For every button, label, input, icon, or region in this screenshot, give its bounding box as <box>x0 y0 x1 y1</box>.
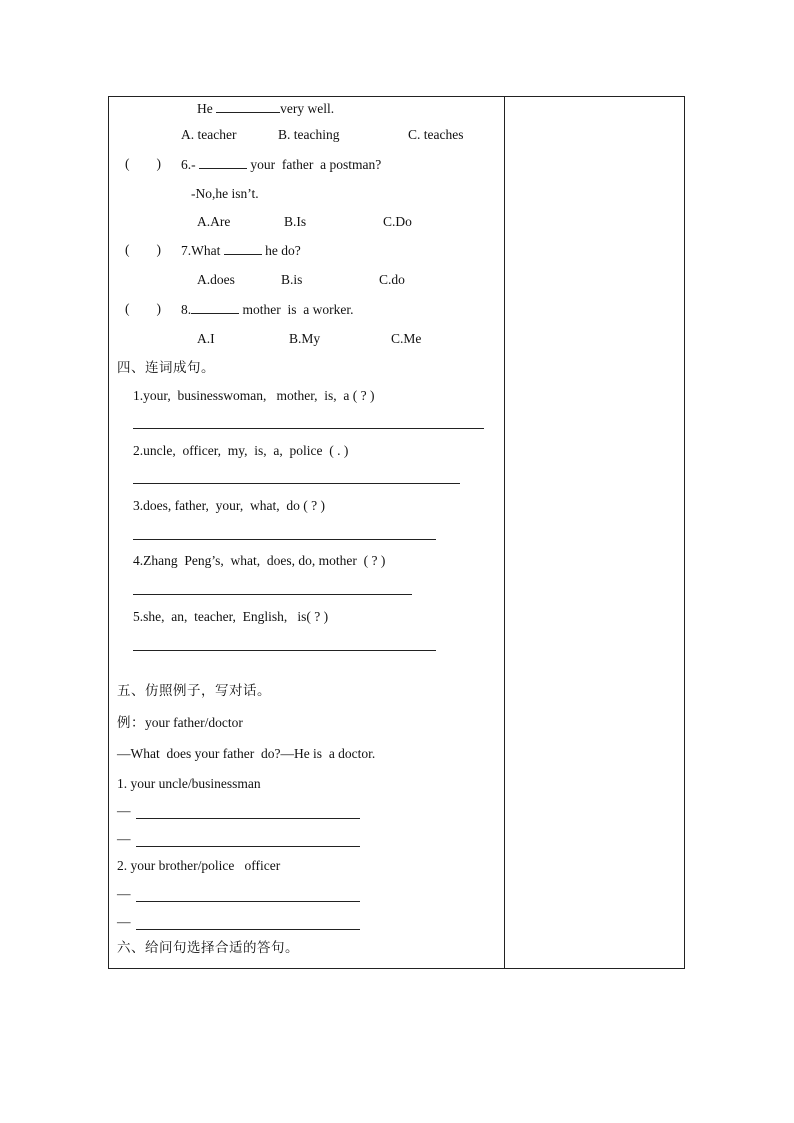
q7-option-c: C.do <box>379 272 405 287</box>
section4-item-3: 3.does, father, your, what, do ( ? ) <box>133 498 325 513</box>
section5-answer-line-2b[interactable] <box>136 929 360 930</box>
section5-dash: — <box>117 831 131 846</box>
q8-blank[interactable] <box>191 301 239 314</box>
q6-option-c: C.Do <box>383 214 412 229</box>
q7-option-b: B.is <box>281 272 303 287</box>
q8-option-c: C.Me <box>391 331 422 346</box>
section4-item-2: 2.uncle, officer, my, is, a, police ( . ) <box>133 443 349 458</box>
q6-reply: -No,he isn’t. <box>191 186 259 201</box>
q6-answer-paren[interactable]: ( ) <box>125 156 161 171</box>
q6-stem: 6.- your father a postman? <box>181 157 382 172</box>
q7-option-a: A.does <box>197 272 235 287</box>
section4-answer-line-3[interactable] <box>133 539 436 540</box>
section4-answer-line-2[interactable] <box>133 483 460 484</box>
section4-answer-line-1[interactable] <box>133 428 484 429</box>
q5-option-c: C. teaches <box>408 127 464 142</box>
section5-dash: — <box>117 886 131 901</box>
q5-option-b: B. teaching <box>278 127 340 142</box>
q8-answer-paren[interactable]: ( ) <box>125 301 161 316</box>
section5-dash: — <box>117 914 131 929</box>
worksheet-table <box>108 96 685 969</box>
section5-answer-line-2a[interactable] <box>136 901 360 902</box>
section4-answer-line-4[interactable] <box>133 594 412 595</box>
q7-answer-paren[interactable]: ( ) <box>125 242 161 257</box>
q6-option-a: A.Are <box>197 214 231 229</box>
section4-item-4: 4.Zhang Peng’s, what, does, do, mother ( ? ) <box>133 553 386 568</box>
q6-option-b: B.Is <box>284 214 307 229</box>
section5-answer-line-1b[interactable] <box>136 846 360 847</box>
section4-answer-line-5[interactable] <box>133 650 436 651</box>
q8-option-a: A.I <box>197 331 215 346</box>
section5-dash: — <box>117 803 131 818</box>
section5-item-2: 2. your brother/police officer <box>117 858 281 873</box>
q8-option-b: B.My <box>289 331 321 346</box>
section5-example: 例：your father/doctor <box>117 715 243 731</box>
q5-stem: He very well. <box>197 101 335 116</box>
q5-blank[interactable] <box>216 100 280 113</box>
q8-stem: 8. mother is a worker. <box>181 302 354 317</box>
q7-blank[interactable] <box>224 242 262 255</box>
section4-item-1: 1.your, businesswoman, mother, is, a ( ? ) <box>133 388 375 403</box>
q5-option-a: A. teacher <box>181 127 237 142</box>
section4-title: 四、连词成句。 <box>117 360 215 376</box>
section5-answer-line-1a[interactable] <box>136 818 360 819</box>
section4-item-5: 5.she, an, teacher, English, is( ? ) <box>133 609 329 624</box>
section5-title: 五、仿照例子，写对话。 <box>117 683 271 699</box>
section5-example-answer: —What does your father do?—He is a doctor. <box>117 746 376 761</box>
section6-title: 六、给问句选择合适的答句。 <box>117 940 299 956</box>
q6-blank[interactable] <box>199 156 247 169</box>
column-divider <box>504 97 505 968</box>
section5-item-1: 1. your uncle/businessman <box>117 776 261 791</box>
q7-stem: 7.What he do? <box>181 243 301 258</box>
